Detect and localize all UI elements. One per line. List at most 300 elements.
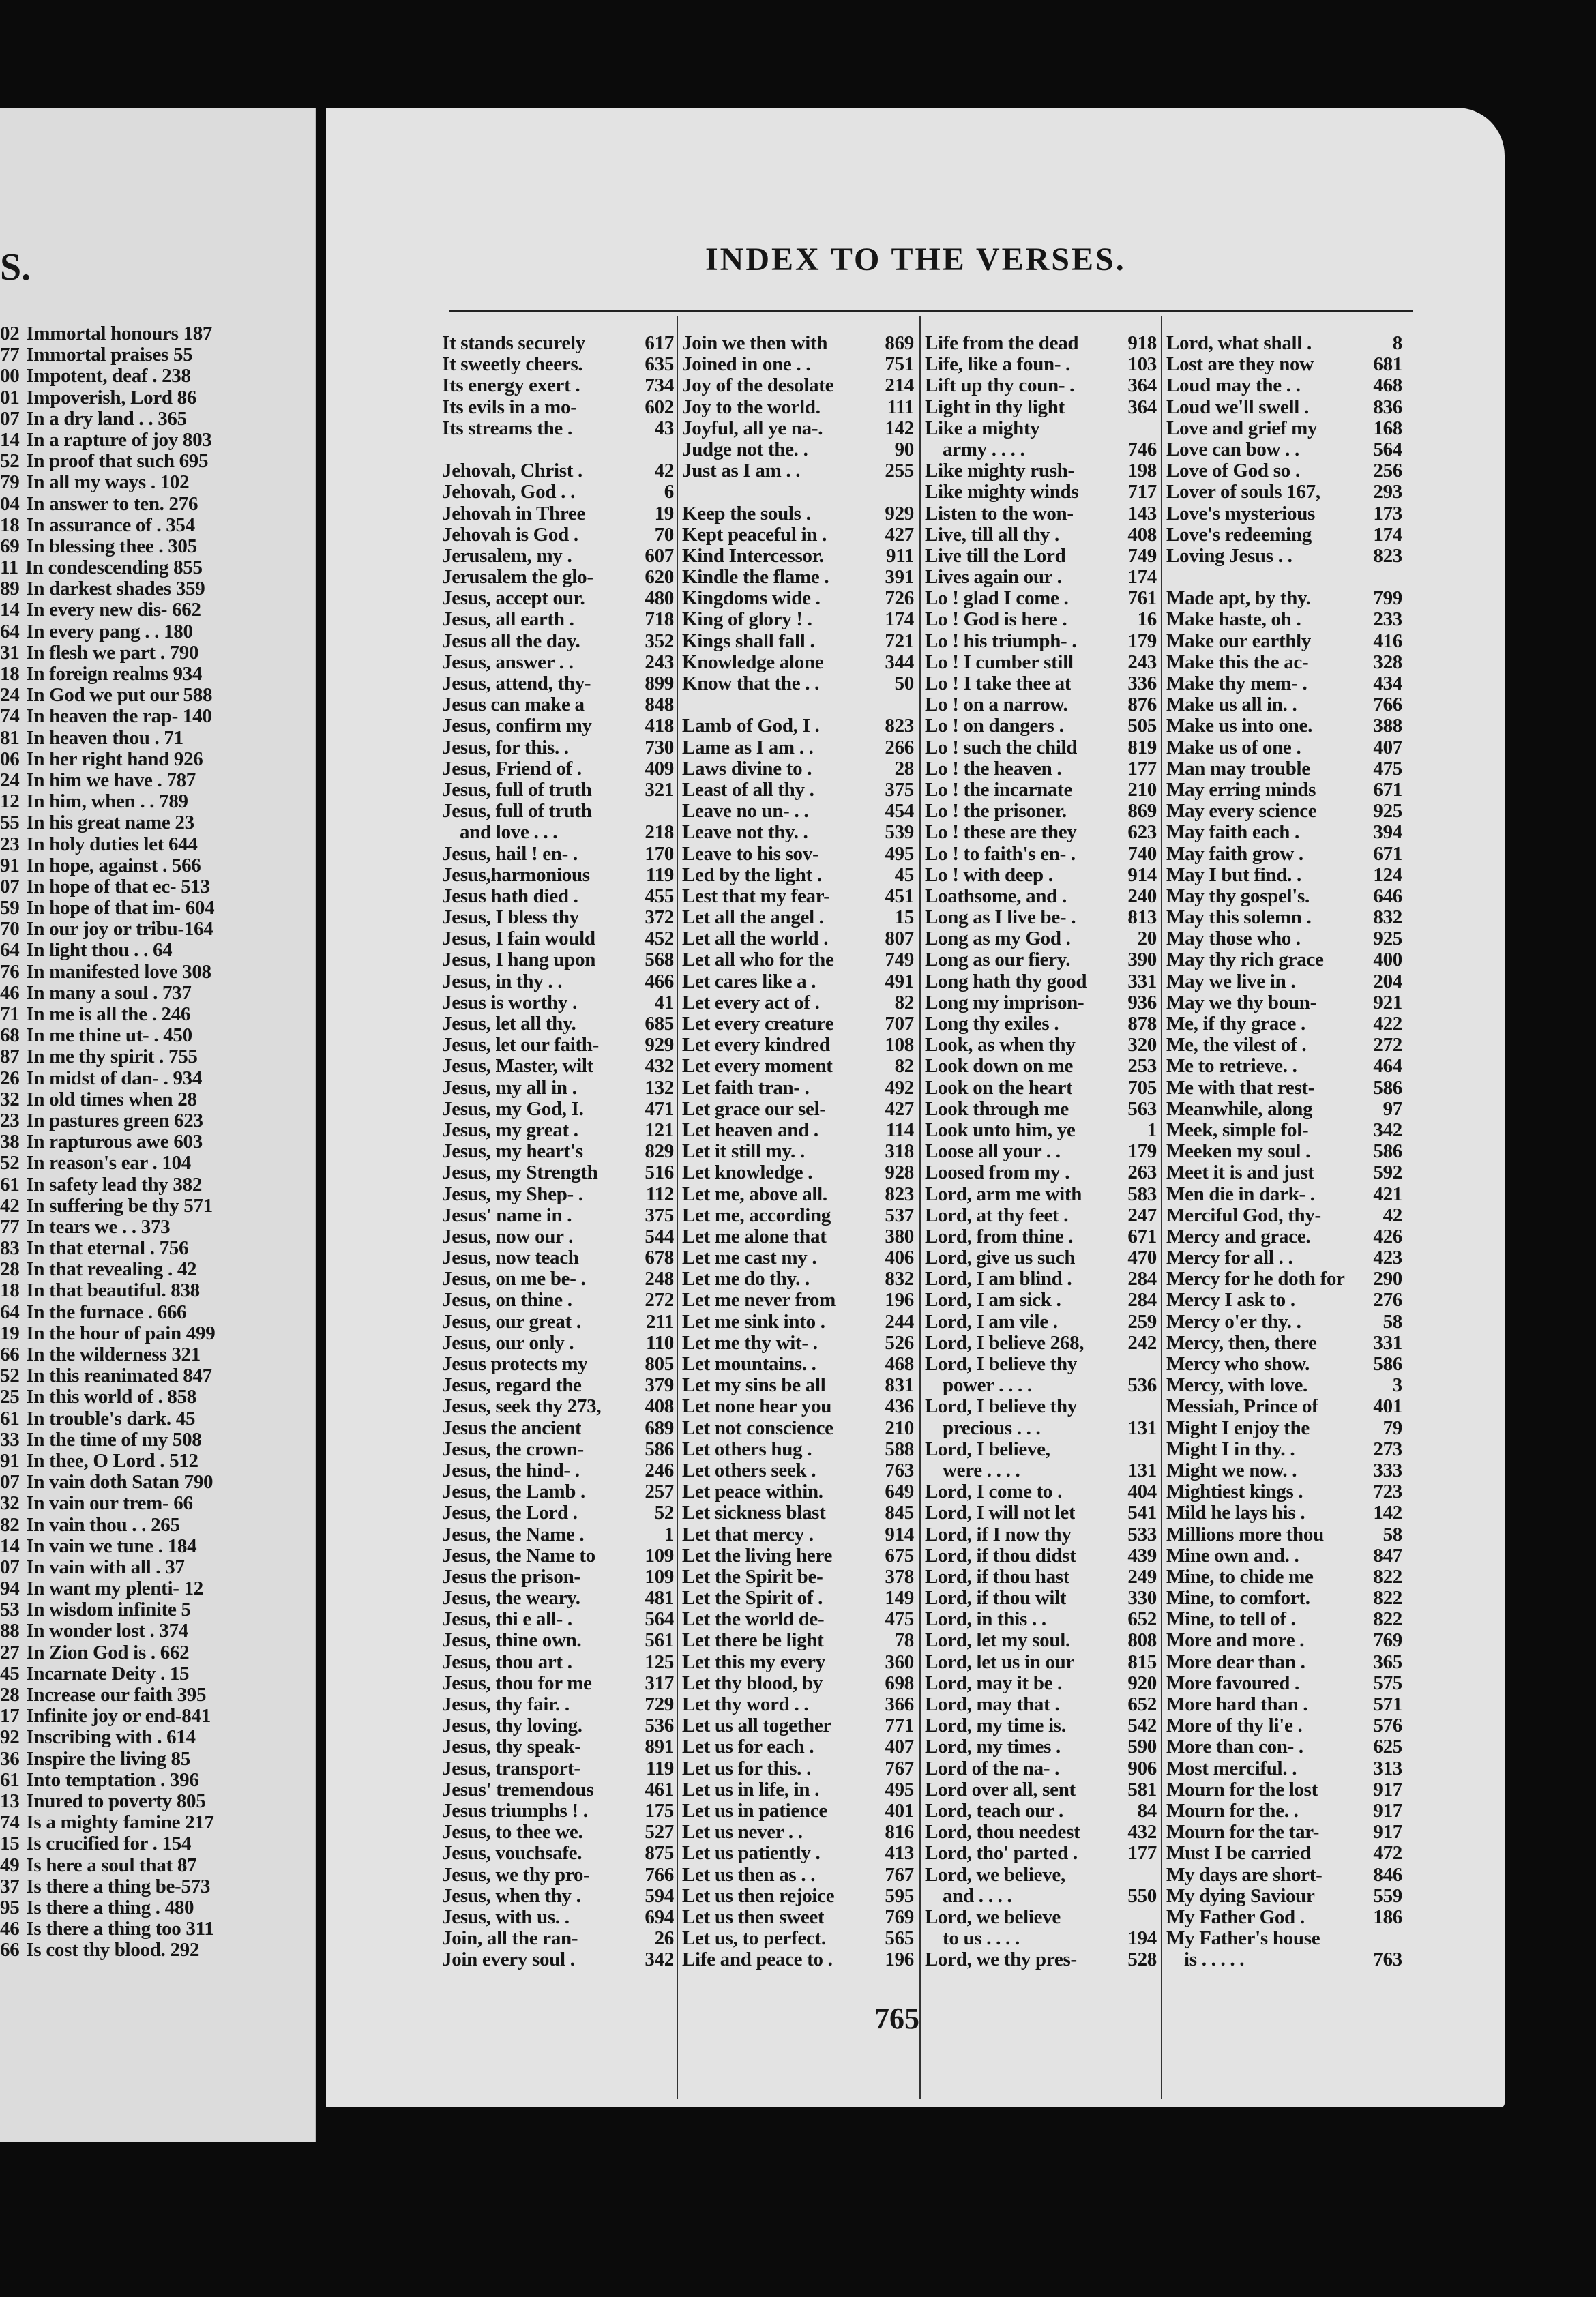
entry-number: 423: [1373, 1247, 1402, 1269]
index-entry: [682, 1822, 914, 1843]
entry-number: 481: [645, 1588, 674, 1610]
left-entry-text: In all my ways . 102: [26, 472, 190, 494]
entry-number: 561: [645, 1630, 674, 1652]
left-entry-number: 13: [0, 1790, 20, 1812]
left-index-entry: [0, 770, 308, 791]
entry-text: Lo ! I take thee at: [925, 673, 1072, 694]
index-entry: [1166, 333, 1402, 354]
entry-number: 652: [1127, 1609, 1157, 1631]
left-entry-text: In a dry land . . 365: [26, 408, 187, 430]
left-entry-number: 91: [0, 1450, 20, 1472]
entry-number: 847: [1373, 1545, 1402, 1567]
entry-number: 563: [1127, 1098, 1157, 1120]
entry-number: 723: [1373, 1481, 1402, 1503]
index-entry: [442, 439, 674, 460]
left-entry-number: 95: [0, 1897, 20, 1918]
index-entry: [442, 1502, 674, 1524]
left-entry-text: Into temptation . 396: [26, 1769, 199, 1791]
entry-text: Make haste, oh .: [1166, 609, 1301, 631]
left-entry-text: In holy duties let 644: [26, 833, 198, 855]
index-entry: [1166, 1396, 1402, 1417]
index-entry: [442, 1481, 674, 1502]
left-entry-text: Inured to poverty 805: [26, 1790, 206, 1812]
index-entry: [1166, 1758, 1402, 1779]
left-entry-text: In assurance of . 354: [26, 514, 195, 536]
index-entry: [1166, 1035, 1402, 1056]
index-entry: [442, 460, 674, 481]
entry-text: Jesus,harmonious: [442, 864, 590, 886]
index-column-2: [682, 333, 914, 1970]
entry-number: 408: [1127, 524, 1157, 546]
index-entry: [925, 1439, 1157, 1460]
left-entry-number: 91: [0, 855, 20, 876]
index-entry: [1166, 652, 1402, 673]
index-entry: [925, 375, 1157, 396]
entry-number: 114: [886, 1119, 914, 1141]
entry-text: Long hath thy good: [925, 970, 1087, 992]
entry-number: 751: [885, 354, 914, 376]
index-entry: [682, 1460, 914, 1481]
index-entry: [442, 1567, 674, 1588]
entry-text: Loud may the . .: [1166, 375, 1301, 397]
index-entry: [925, 609, 1157, 630]
left-entry-text: In God we put our 588: [26, 685, 213, 707]
index-entry: [925, 1736, 1157, 1758]
left-index-entry: [0, 1620, 308, 1642]
entry-text: Jesus, our only .: [442, 1332, 574, 1354]
entry-text: Lame as I am . .: [682, 737, 814, 758]
entry-number: 583: [1127, 1183, 1157, 1205]
index-entry: [682, 1184, 914, 1205]
index-entry: [925, 1311, 1157, 1333]
index-entry: [925, 992, 1157, 1013]
entry-text: Jerusalem the glo-: [442, 567, 593, 589]
entry-text: Jesus the prison-: [442, 1566, 580, 1588]
index-entry: [682, 1886, 914, 1907]
entry-number: 328: [1373, 651, 1402, 673]
entry-number: 372: [645, 907, 674, 929]
entry-text: Lo ! the prisoner.: [925, 801, 1067, 823]
entry-number: 70: [654, 524, 674, 546]
index-entry: [925, 481, 1157, 503]
index-entry: [442, 1418, 674, 1439]
entry-number: 432: [645, 1056, 674, 1078]
index-entry: [442, 949, 674, 970]
entry-text: More favoured .: [1166, 1672, 1299, 1694]
entry-text: Me, the vilest of .: [1166, 1035, 1307, 1056]
entry-text: Jesus, our great .: [442, 1311, 581, 1333]
left-index-entry: [0, 1578, 308, 1599]
entry-text: Jesus, transport-: [442, 1758, 580, 1779]
entry-number: 544: [645, 1226, 674, 1247]
index-entry: [925, 1524, 1157, 1545]
entry-number: 917: [1373, 1779, 1402, 1800]
index-entry: [442, 1779, 674, 1800]
entry-number: 272: [645, 1290, 674, 1311]
entry-text: Let us for this. .: [682, 1758, 812, 1779]
entry-number: 911: [886, 545, 914, 567]
entry-text: army . . . .: [943, 439, 1025, 460]
entry-text: Lord, may it be .: [925, 1672, 1063, 1694]
entry-number: 317: [645, 1672, 674, 1694]
index-column-3: [925, 333, 1157, 1970]
entry-text: Might I in thy. .: [1166, 1438, 1295, 1460]
index-entry: [925, 865, 1157, 886]
entry-number: 763: [1373, 1949, 1402, 1971]
index-entry: [682, 1524, 914, 1545]
entry-number: 388: [1373, 715, 1402, 737]
index-entry: [682, 949, 914, 970]
entry-number: 131: [1127, 1417, 1157, 1439]
index-entry: [682, 524, 914, 546]
entry-text: Lord, we believe: [925, 1906, 1061, 1928]
index-entry: [442, 928, 674, 949]
index-entry: [1166, 801, 1402, 822]
entry-number: 823: [885, 715, 914, 737]
index-entry: [682, 1311, 914, 1333]
index-entry: [442, 588, 674, 609]
index-entry: [1166, 439, 1402, 460]
entry-number: 320: [1127, 1035, 1157, 1056]
entry-number: 767: [885, 1758, 914, 1779]
left-entry-text: In blessing thee . 305: [26, 535, 197, 557]
entry-number: 273: [1373, 1438, 1402, 1460]
entry-text: Let the Spirit of .: [682, 1588, 823, 1610]
entry-number: 257: [645, 1481, 674, 1503]
entry-number: 480: [645, 588, 674, 610]
entry-text: Lord, at thy feet .: [925, 1204, 1069, 1226]
index-entry: [925, 652, 1157, 673]
left-index-entry: [0, 1429, 308, 1451]
entry-text: Jesus, in thy . .: [442, 970, 563, 992]
left-index-entry: [0, 1323, 308, 1344]
entry-text: Let others hug .: [682, 1438, 812, 1460]
entry-number: 588: [885, 1438, 914, 1460]
index-entry: [1166, 375, 1402, 396]
left-index-entry: [0, 366, 308, 387]
entry-number: 1: [1147, 1119, 1157, 1141]
left-index-entry: [0, 1089, 308, 1110]
index-entry: [442, 1673, 674, 1694]
index-entry: [925, 631, 1157, 652]
entry-number: 390: [1127, 949, 1157, 971]
left-entry-text: In light thou . . 64: [26, 940, 173, 962]
entry-number: 620: [645, 567, 674, 589]
entry-text: Leave no un- . .: [682, 801, 809, 823]
index-entry: [925, 1673, 1157, 1694]
entry-number: 406: [885, 1247, 914, 1269]
entry-text: Let all the angel .: [682, 907, 824, 929]
index-entry: [682, 1418, 914, 1439]
left-entry-number: 14: [0, 429, 20, 451]
entry-text: Let me thy wit- .: [682, 1332, 818, 1354]
entry-number: 321: [645, 779, 674, 801]
index-entry: [442, 1269, 674, 1290]
index-entry: [1166, 1184, 1402, 1205]
entry-number: 468: [885, 1354, 914, 1375]
index-entry: [925, 844, 1157, 865]
left-entry-text: In him, when . . 789: [26, 791, 188, 813]
index-entry: [1166, 1120, 1402, 1141]
entry-text: Lo ! on a narrow.: [925, 694, 1068, 716]
entry-text: May those who .: [1166, 928, 1301, 950]
entry-number: 391: [885, 567, 914, 589]
entry-number: 360: [885, 1651, 914, 1673]
entry-number: 921: [1373, 992, 1402, 1013]
entry-number: 564: [1373, 439, 1402, 460]
entry-text: Let mountains. .: [682, 1354, 816, 1375]
entry-text: Let it still my. .: [682, 1141, 805, 1163]
entry-text: Jesus, let our faith-: [442, 1035, 599, 1056]
entry-number: 899: [645, 673, 674, 694]
entry-text: Lord, I will not let: [925, 1502, 1076, 1524]
entry-number: 112: [646, 1183, 674, 1205]
entry-text: My Father's house: [1166, 1928, 1320, 1950]
index-entry: [442, 1886, 674, 1907]
index-entry: [682, 1396, 914, 1417]
entry-text: More hard than .: [1166, 1694, 1308, 1715]
index-entry: [925, 1481, 1157, 1502]
index-entry: [1166, 780, 1402, 801]
index-entry: [1166, 1460, 1402, 1481]
index-entry: [925, 715, 1157, 737]
entry-text: Join we then with: [682, 333, 828, 354]
index-entry: [682, 1630, 914, 1651]
left-index-entry: [0, 1897, 308, 1918]
index-entry: [925, 503, 1157, 524]
left-entry-number: 04: [0, 493, 20, 515]
left-index-entry: [0, 1025, 308, 1046]
left-entry-text: In trouble's dark. 45: [26, 1408, 196, 1429]
index-entry: [682, 715, 914, 737]
entry-text: Lord, from thine .: [925, 1226, 1074, 1247]
entry-text: Jesus, for this. .: [442, 737, 569, 758]
index-entry: [1166, 1418, 1402, 1439]
entry-text: Might I enjoy the: [1166, 1417, 1310, 1439]
entry-text: Lover of souls 167,: [1166, 481, 1320, 503]
entry-number: 214: [885, 375, 914, 397]
index-entry: [442, 1056, 674, 1077]
entry-number: 533: [1127, 1524, 1157, 1545]
entry-text: Let every kindred: [682, 1035, 830, 1056]
left-entry-text: Immortal praises 55: [26, 344, 193, 366]
entry-text: Let that mercy .: [682, 1524, 814, 1545]
entry-text: May every science: [1166, 801, 1317, 823]
left-entry-text: In flesh we part . 790: [26, 642, 199, 664]
entry-number: 816: [885, 1822, 914, 1843]
index-entry: [925, 1269, 1157, 1290]
entry-number: 210: [1127, 779, 1157, 801]
entry-text: Lo ! to faith's en- .: [925, 843, 1076, 865]
entry-text: Lord, I am sick .: [925, 1290, 1061, 1311]
entry-number: 675: [885, 1545, 914, 1567]
entry-number: 822: [1373, 1588, 1402, 1610]
entry-number: 1: [664, 1524, 674, 1545]
index-entry: [925, 1928, 1157, 1949]
left-entry-text: In hope of that ec- 513: [26, 876, 210, 898]
entry-number: 179: [1127, 630, 1157, 652]
entry-text: Lord, we believe,: [925, 1864, 1065, 1886]
entry-text: Jesus, the Name to: [442, 1545, 595, 1567]
entry-number: 434: [1373, 673, 1402, 694]
left-index-entry: [0, 344, 308, 366]
entry-text: Man may trouble: [1166, 758, 1310, 780]
left-index-entry: [0, 494, 308, 515]
entry-number: 891: [645, 1736, 674, 1758]
index-entry: [682, 1247, 914, 1269]
entry-text: Let me cast my .: [682, 1247, 817, 1269]
entry-number: 771: [885, 1715, 914, 1737]
index-entry: [925, 1460, 1157, 1481]
left-index-entry: [0, 706, 308, 727]
index-entry: [1166, 1673, 1402, 1694]
left-entry-text: Impotent, deaf . 238: [26, 366, 191, 387]
entry-text: Knowledge alone: [682, 651, 824, 673]
left-entry-text: Impoverish, Lord 86: [26, 387, 197, 409]
entry-text: Mine own and. .: [1166, 1545, 1299, 1567]
left-entry-number: 74: [0, 706, 20, 728]
left-entry-number: 18: [0, 514, 20, 536]
index-entry: [925, 397, 1157, 418]
entry-number: 352: [645, 630, 674, 652]
index-entry: [925, 1822, 1157, 1843]
entry-number: 769: [885, 1906, 914, 1928]
entry-text: Laws divine to .: [682, 758, 812, 780]
entry-number: 313: [1373, 1758, 1402, 1779]
index-entry: [925, 907, 1157, 928]
left-entry-number: 92: [0, 1727, 20, 1749]
entry-number: 516: [645, 1162, 674, 1184]
entry-text: Jesus, on me be- .: [442, 1269, 586, 1290]
entry-number: 623: [1127, 822, 1157, 844]
entry-text: Mine, to comfort.: [1166, 1588, 1310, 1610]
entry-text: Jesus, attend, thy-: [442, 673, 591, 694]
entry-number: 681: [1373, 354, 1402, 376]
index-entry: [682, 992, 914, 1013]
entry-number: 928: [885, 1162, 914, 1184]
index-entry: [1166, 1354, 1402, 1375]
left-index-entry: [0, 855, 308, 876]
entry-number: 925: [1373, 928, 1402, 950]
entry-number: 799: [1373, 588, 1402, 610]
entry-text: Lost are they now: [1166, 354, 1314, 376]
entry-text: Let not conscience: [682, 1417, 833, 1439]
entry-text: Jesus, when thy .: [442, 1885, 581, 1907]
entry-number: 293: [1373, 481, 1402, 503]
index-entry: [925, 1779, 1157, 1800]
index-entry: [682, 673, 914, 694]
index-entry: [682, 1652, 914, 1673]
entry-text: Jesus, accept our.: [442, 588, 585, 610]
index-entry: [925, 1247, 1157, 1269]
entry-number: 240: [1127, 885, 1157, 907]
entry-text: Let grace our sel-: [682, 1098, 826, 1120]
left-index-entry: [0, 728, 308, 749]
entry-number: 815: [1127, 1651, 1157, 1673]
entry-number: 807: [885, 928, 914, 950]
index-entry: [442, 1013, 674, 1035]
left-entry-number: 28: [0, 1685, 20, 1706]
entry-number: 380: [885, 1226, 914, 1247]
left-entry-text: In hope, against . 566: [26, 855, 201, 876]
index-entry: [682, 822, 914, 843]
entry-number: 581: [1127, 1779, 1157, 1800]
entry-text: Mercy who show.: [1166, 1354, 1310, 1375]
entry-number: 365: [1373, 1651, 1402, 1673]
index-entry: [1166, 588, 1402, 609]
index-entry: [1166, 949, 1402, 970]
left-entry-number: 69: [0, 535, 20, 557]
index-entry: [682, 1141, 914, 1162]
entry-text: Lo ! such the child: [925, 737, 1078, 758]
left-entry-text: In foreign realms 934: [26, 664, 203, 685]
index-entry: [442, 503, 674, 524]
entry-text: Joyful, all ye na-.: [682, 417, 823, 439]
index-entry: [442, 1290, 674, 1311]
entry-text: Lord, if thou wilt: [925, 1588, 1067, 1610]
entry-number: 170: [645, 843, 674, 865]
index-entry: [925, 1545, 1157, 1567]
index-entry: [925, 1120, 1157, 1141]
entry-number: 505: [1127, 715, 1157, 737]
entry-text: It sweetly cheers.: [442, 354, 583, 376]
index-entry: [925, 333, 1157, 354]
entry-number: 84: [1137, 1800, 1157, 1822]
left-index-entry: [0, 812, 308, 833]
entry-number: 537: [885, 1204, 914, 1226]
entry-number: 455: [645, 885, 674, 907]
index-entry: [442, 1524, 674, 1545]
entry-number: 869: [1127, 801, 1157, 823]
index-entry: [925, 801, 1157, 822]
entry-number: 836: [1373, 396, 1402, 418]
left-entry-text: In Zion God is . 662: [26, 1642, 190, 1663]
entry-text: Lord, thou needest: [925, 1822, 1080, 1843]
left-entry-text: Is there a thing be-573: [26, 1876, 211, 1897]
entry-number: 427: [885, 524, 914, 546]
entry-text: and . . . .: [943, 1885, 1012, 1907]
left-index-entry: [0, 749, 308, 770]
index-entry: [682, 631, 914, 652]
left-index-entry: [0, 536, 308, 557]
entry-number: 875: [645, 1843, 674, 1865]
index-entry: [1166, 1865, 1402, 1886]
entry-text: Meanwhile, along: [1166, 1098, 1313, 1120]
index-entry: [1166, 1375, 1402, 1396]
index-entry: [925, 1630, 1157, 1651]
index-entry: [442, 524, 674, 546]
index-entry: [1166, 1333, 1402, 1354]
index-entry: [925, 1396, 1157, 1417]
entry-number: 8: [1392, 333, 1402, 354]
entry-number: 925: [1373, 801, 1402, 823]
entry-text: Lo ! his triumph- .: [925, 630, 1077, 652]
entry-number: 568: [645, 949, 674, 971]
entry-text: May thy gospel's.: [1166, 885, 1310, 907]
entry-number: 284: [1127, 1290, 1157, 1311]
entry-number: 427: [885, 1098, 914, 1120]
entry-number: 379: [645, 1375, 674, 1397]
entry-number: 276: [1373, 1290, 1402, 1311]
entry-text: Mild he lays his .: [1166, 1502, 1305, 1524]
entry-number: 204: [1373, 970, 1402, 992]
entry-number: 559: [1373, 1885, 1402, 1907]
index-entry: [442, 1354, 674, 1375]
left-index-entry: [0, 1387, 308, 1408]
left-index-entry: [0, 1791, 308, 1812]
left-entry-number: 19: [0, 1322, 20, 1344]
left-page: [0, 108, 316, 2142]
